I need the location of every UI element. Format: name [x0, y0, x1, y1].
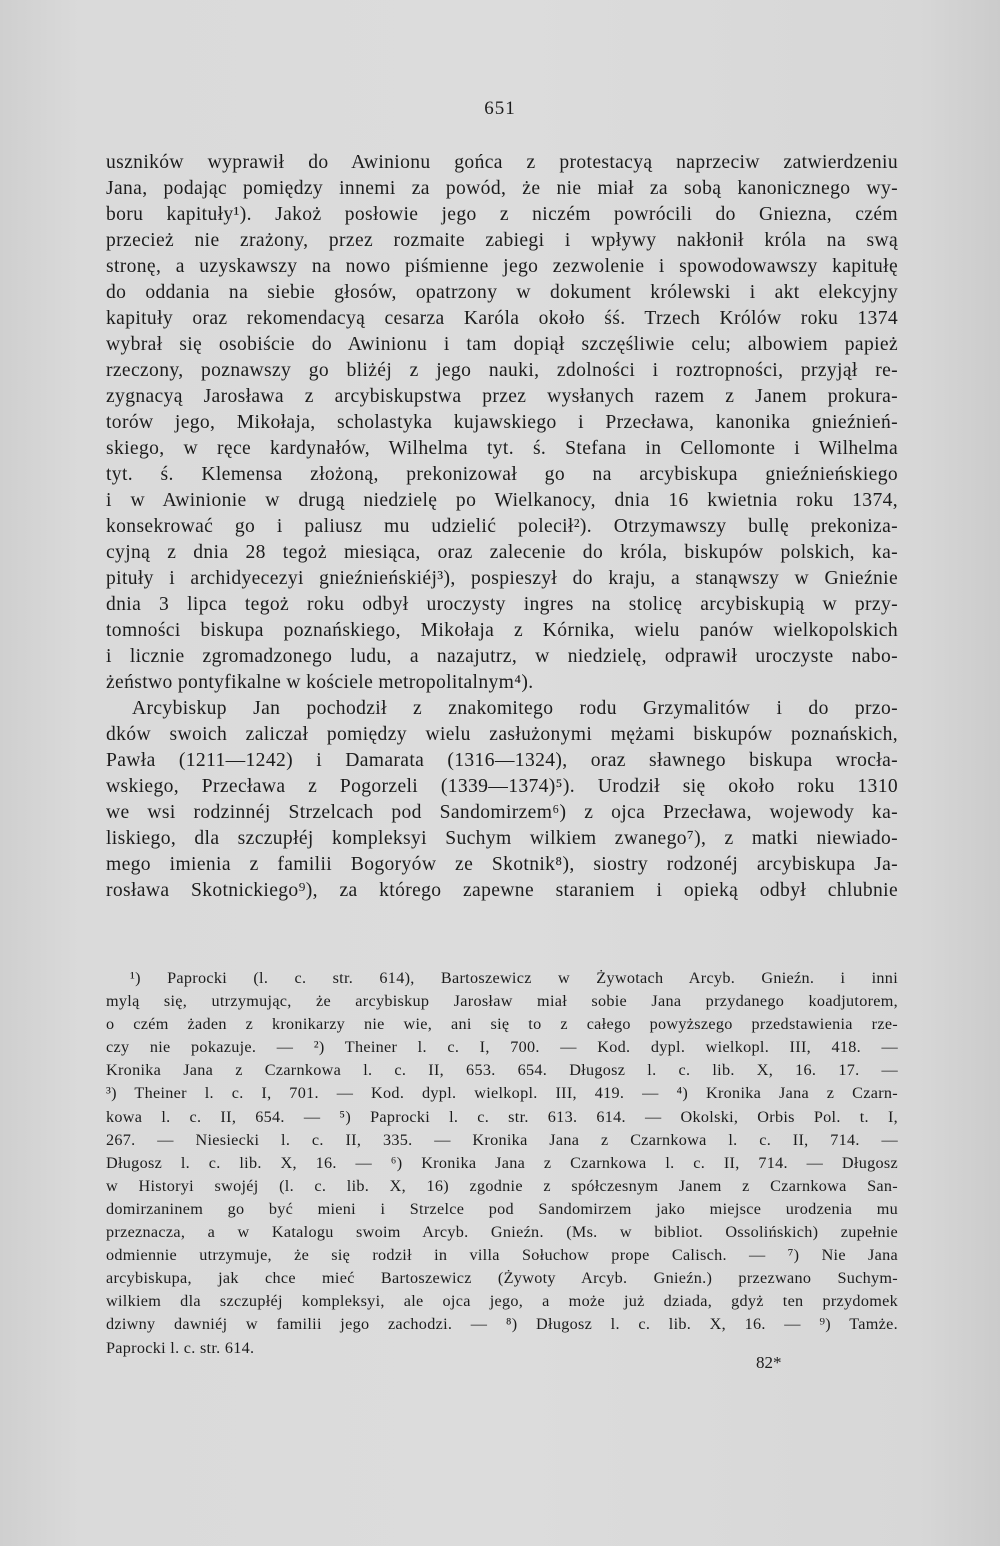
text-line: boru kapituły¹). Jakoż posłowie jego z niczém powrócili do Gniezna, czém — [106, 204, 898, 225]
footnote-line: kowa l. c. II, 654. — ⁵) Paprocki l. c. str. 613. 614. — Okolski, Orbis Pol. t. I, — [106, 1107, 898, 1126]
footnote-line: Paprocki l. c. str. 614. — [106, 1338, 255, 1357]
printer-signature: 82* — [756, 1353, 782, 1372]
text-line: kapituły oraz rekomendacyą cesarza Karóla około śś. Trzech Królów roku 1374 — [106, 308, 898, 329]
text-line: rzeczony, poznawszy go bliżéj z jego nauki, zdolności i roztropności, przyjął re- — [106, 360, 898, 381]
text-line: przecież nie zrażony, przez rozmaite zabiegi i wpływy nakłonił króla na swą — [106, 230, 898, 251]
footnote-line: ¹) Paprocki (l. c. str. 614), Bartoszewicz w Żywotach Arcyb. Gnieźn. i inni — [130, 969, 898, 987]
text-line: Pawła (1211—1242) i Damarata (1316—1324), oraz sławnego biskupa wrocła- — [106, 750, 898, 771]
text-line: stronę, a uzyskawszy na nowo piśmienne jego zezwolenie i spowodowawszy kapitułę — [106, 256, 898, 277]
page-number: 651 — [484, 98, 516, 119]
text-line: we wsi rodzinnéj Strzelcach pod Sandomirzem⁶) z ojca Przecława, wojewody ka- — [106, 802, 898, 823]
footnote-line: odmiennie utrzymuje, że się rodził in villa Sołuchow prope Calisch. — ⁷) Nie Jana — [106, 1246, 898, 1265]
footnote-line: w Historyi swojéj (l. c. lib. X, 16) zgodnie z spółczesnym Janem z Czarnkowa San- — [106, 1176, 898, 1195]
text-line: tomności biskupa poznańskiego, Mikołaja z Kórnika, wielu panów wielkopolskich — [106, 620, 898, 641]
text-line: do oddania na siebie głosów, opatrzony w dokument królewski i akt elekcyjny — [106, 282, 898, 303]
text-line: konsekrować go i paliusz mu udzielić polecił²). Otrzymawszy bullę prekoniza- — [106, 516, 898, 537]
text-line: uszników wyprawił do Awinionu gońca z protestacyą naprzeciw zatwierdzeniu — [106, 152, 898, 173]
footnote-line: Kronika Jana z Czarnkowa l. c. II, 653. 654. Długosz l. c. lib. X, 16. 17. — — [106, 1061, 898, 1080]
footnote-line: 267. — Niesiecki l. c. II, 335. — Kronika Jana z Czarnkowa l. c. II, 714. — — [106, 1130, 898, 1149]
footnote-line: dziwny dawniéj w familii jego zachodzi. — ⁸) Długosz l. c. lib. X, 16. — ⁹) Tamże. — [106, 1315, 898, 1334]
text-line: tyt. ś. Klemensa złożoną, prekonizował go na arcybiskupa gnieźnieńskiego — [106, 464, 898, 485]
text-line: żeństwo pontyfikalne w kościele metropolitalnym⁴). — [106, 672, 534, 693]
text-line: i licznie zgromadzonego ludu, a nazajutrz, w niedzielę, odprawił uroczyste nabo- — [106, 646, 898, 667]
text-line: Arcybiskup Jan pochodził z znakomitego rodu Grzymalitów i do przo- — [132, 698, 898, 719]
text-line: mego imienia z familii Bogoryów ze Skotnik⁸), siostry rodzonéj arcybiskupa Ja- — [106, 854, 898, 875]
footnote-line: ³) Theiner l. c. I, 701. — Kod. dypl. wielkopl. III, 419. — ⁴) Kronika Jana z Czarn- — [106, 1084, 898, 1103]
text-line: dnia 3 lipca tegoż roku odbył uroczysty ingres na stolicę arcybiskupią w przy- — [106, 594, 898, 615]
footnote-line: arcybiskupa, jak chce mieć Bartoszewicz (Żywoty Arcyb. Gnieźn.) przezwano Suchym- — [106, 1269, 898, 1288]
text-line: liskiego, dla szczupłéj kompleksyi Suchym wilkiem zwanego⁷), z matki niewiado- — [106, 828, 898, 849]
text-line: wybrał się osobiście do Awinionu i tam dopiął szczęśliwie celu; albowiem papież — [106, 334, 898, 355]
footnote-line: czy nie pokazuje. — ²) Theiner l. c. I, 700. — Kod. dypl. wielkopl. III, 418. — — [106, 1038, 898, 1057]
text-line: pituły i archidyecezyi gnieźnieńskiéj³), pospieszył do kraju, a stanąwszy w Gnieźnie — [106, 568, 898, 589]
footnotes — [106, 967, 898, 1360]
text-line: Jana, podając pomiędzy innemi za powód, że nie miał za sobą kanonicznego wy- — [106, 178, 898, 199]
footnote-line: domirzaninem go być mieni i Strzelce pod Sandomirzem jako miejsce urodzenia mu — [106, 1199, 898, 1218]
text-line: skiego, w ręce kardynałów, Wilhelma tyt. ś. Stefana in Cellomonte i Wilhelma — [106, 438, 898, 459]
text-line: wskiego, Przecława z Pogorzeli (1339—1374)⁵). Urodził się około roku 1310 — [106, 776, 898, 797]
main-text — [106, 150, 898, 904]
footnote-line: wilkiem dla szczupłéj kompleksyi, ale ojca jego, a może już dziada, gdyż ten przydomek — [106, 1292, 898, 1311]
text-line: rosława Skotnickiego⁹), za którego zapewne staraniem i opieką odbył chlubnie — [106, 880, 898, 901]
footnote-line: o czém żaden z kronikarzy nie wie, ani się to z całego powyższego przedstawienia rze- — [106, 1015, 898, 1034]
text-line: i w Awinionie w drugą niedzielę po Wielkanocy, dnia 16 kwietnia roku 1374, — [106, 490, 898, 511]
footnote-line: Długosz l. c. lib. X, 16. — ⁶) Kronika Jana z Czarnkowa l. c. II, 714. — Długosz — [106, 1153, 898, 1172]
footnote-line: mylą się, utrzymując, że arcybiskup Jarosław miał sobie Jana przydanego koadjutorem, — [106, 992, 898, 1011]
text-line: dków swoich zaliczał pomiędzy wielu zasłużonymi mężami biskupów poznańskich, — [106, 724, 898, 745]
footnote-line: przeznacza, a w Katalogu swoim Arcyb. Gnieźn. (Ms. w bibliot. Ossolińskich) zupełnie — [106, 1223, 898, 1242]
text-line: cyjną z dnia 28 tegoż miesiąca, oraz zalecenie do króla, biskupów polskich, ka- — [106, 542, 898, 563]
text-line: zygnacyą Jarosława z arcybiskupstwa przez wysłanych razem z Janem prokura- — [106, 386, 898, 407]
text-line: torów jego, Mikołaja, scholastyka kujawskiego i Przecława, kanonika gnieźnień- — [106, 412, 898, 433]
